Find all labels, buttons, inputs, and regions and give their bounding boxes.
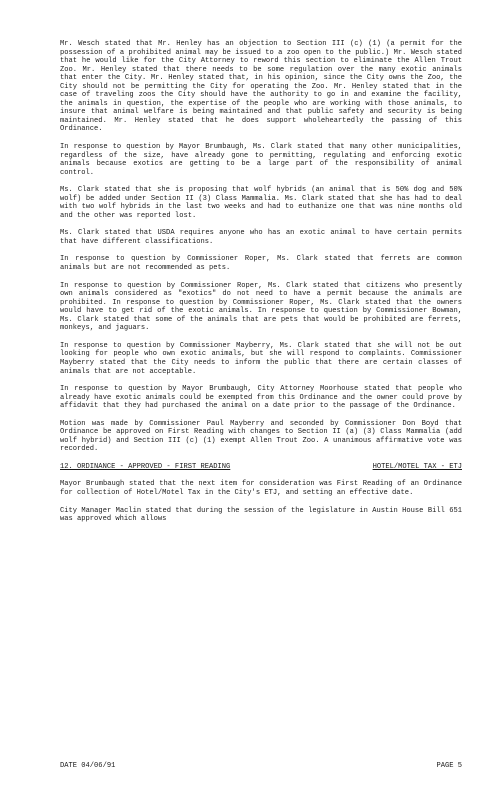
paragraph-usda-permits: Ms. Clark stated that USDA requires anyone who has an exotic animal to have certain permits that have different classifications. — [60, 229, 462, 246]
paragraph-hotel-motel-tax: Mayor Brumbaugh stated that the next item for consideration was First Reading of an Ordinance for collection of Hotel/Motel Tax in the City's ETJ, and setting an effective date. — [60, 480, 462, 497]
paragraph-ferrets: In response to question by Commissioner Roper, Ms. Clark stated that ferrets are common animals but are not recommended as pets. — [60, 255, 462, 273]
paragraph-house-bill: City Manager Maclin stated that during the session of the legislature in Austin House Bill 651 was approved which allows — [60, 506, 462, 524]
footer-page-number: PAGE 5 — [436, 762, 462, 770]
paragraph-wesch-henley: Mr. Wesch stated that Mr. Henley has an objection to Section III (c) (1) (a permit for the possession of a prohibited animal may be issued to a zoo open to the public.) Mr. Wesch stated that he would like for the City Attorney to reword this section to eliminate the Allen Trout Zoo. Mr. Henley stated that there needs to be some regulation over the many exotic animals that enter the City. Mr. Henley stated that, in his opinion, since the City owns the Zoo, the City should not be permitting the City for operating the Zoo. Mr. Henley stated that in the case of traveling zoos the City should have the authority to go in and examine the facility, the animals in question, the expertise of the people who are working with those animals, to insure that animal welfare is being maintained and that public safety and security is being maintained. Mr. Henley stated that he does support wholeheartedly the passing of this Ordinance. — [60, 40, 462, 134]
section-heading-title: 12. ORDINANCE - APPROVED - FIRST READING — [60, 462, 231, 471]
footer-date: DATE 04/06/91 — [60, 762, 116, 770]
paragraph-brumbaugh-question: In response to question by Mayor Brumbaugh, Ms. Clark stated that many other municipalities, regardless of the size, have already gone to permitting, regulating and enforcing exotic animals because exotics are getting to be a large part of the responsibility of animal control. — [60, 143, 462, 177]
paragraph-roper-exotics: In response to question by Commissioner Roper, Ms. Clark stated that citizens who presently own animals considered as "exotics" do not need to have a permit because the animals are prohibited. In response to question by Commissioner Roper, Ms. Clark stated that the owners would have to get rid of the exotic animals. In response to question by Commissioner Bowman, Ms. Clark stated that some of the animals that are pets that would be prohibited are ferrets, monkeys, and jaguars. — [60, 281, 462, 333]
section-heading-subject: HOTEL/MOTEL TAX - ETJ — [372, 462, 462, 471]
paragraph-moorhouse-exemption: In response to question by Mayor Brumbaugh, City Attorney Moorhouse stated that people who already have exotic animals could be exempted from this Ordinance and the owner could prove by affidavit that they had purchased the animal on a date prior to the passage of the Ordinance. — [60, 385, 462, 411]
page-footer — [60, 762, 462, 771]
section-heading — [60, 463, 462, 472]
paragraph-motion: Motion was made by Commissioner Paul Mayberry and seconded by Commissioner Don Boyd that Ordinance be approved on First Reading with changes to Section II (a) (3) Class Mammalia (add wolf hybrid) and Section III (c) (1) exempt Allen Trout Zoo. A unanimous affirmative vote was recorded. — [60, 419, 462, 454]
paragraph-mayberry-complaints: In response to question by Commissioner Mayberry, Ms. Clark stated that she will not be out looking for people who own exotic animals, but she will respond to complaints. Commissioner Mayberry stated that the City needs to inform the public that there are certain classes of animals that are not acceptable. — [60, 341, 462, 376]
paragraph-wolf-hybrids: Ms. Clark stated that she is proposing that wolf hybrids (an animal that is 50% dog and 50% wolf) be added under Section II (3) Class Mammalia. Ms. Clark stated that she has had to deal with two wolf hybrids in the last two weeks and had to euthanize one that was nine months old and the other was reported lost. — [60, 186, 462, 220]
